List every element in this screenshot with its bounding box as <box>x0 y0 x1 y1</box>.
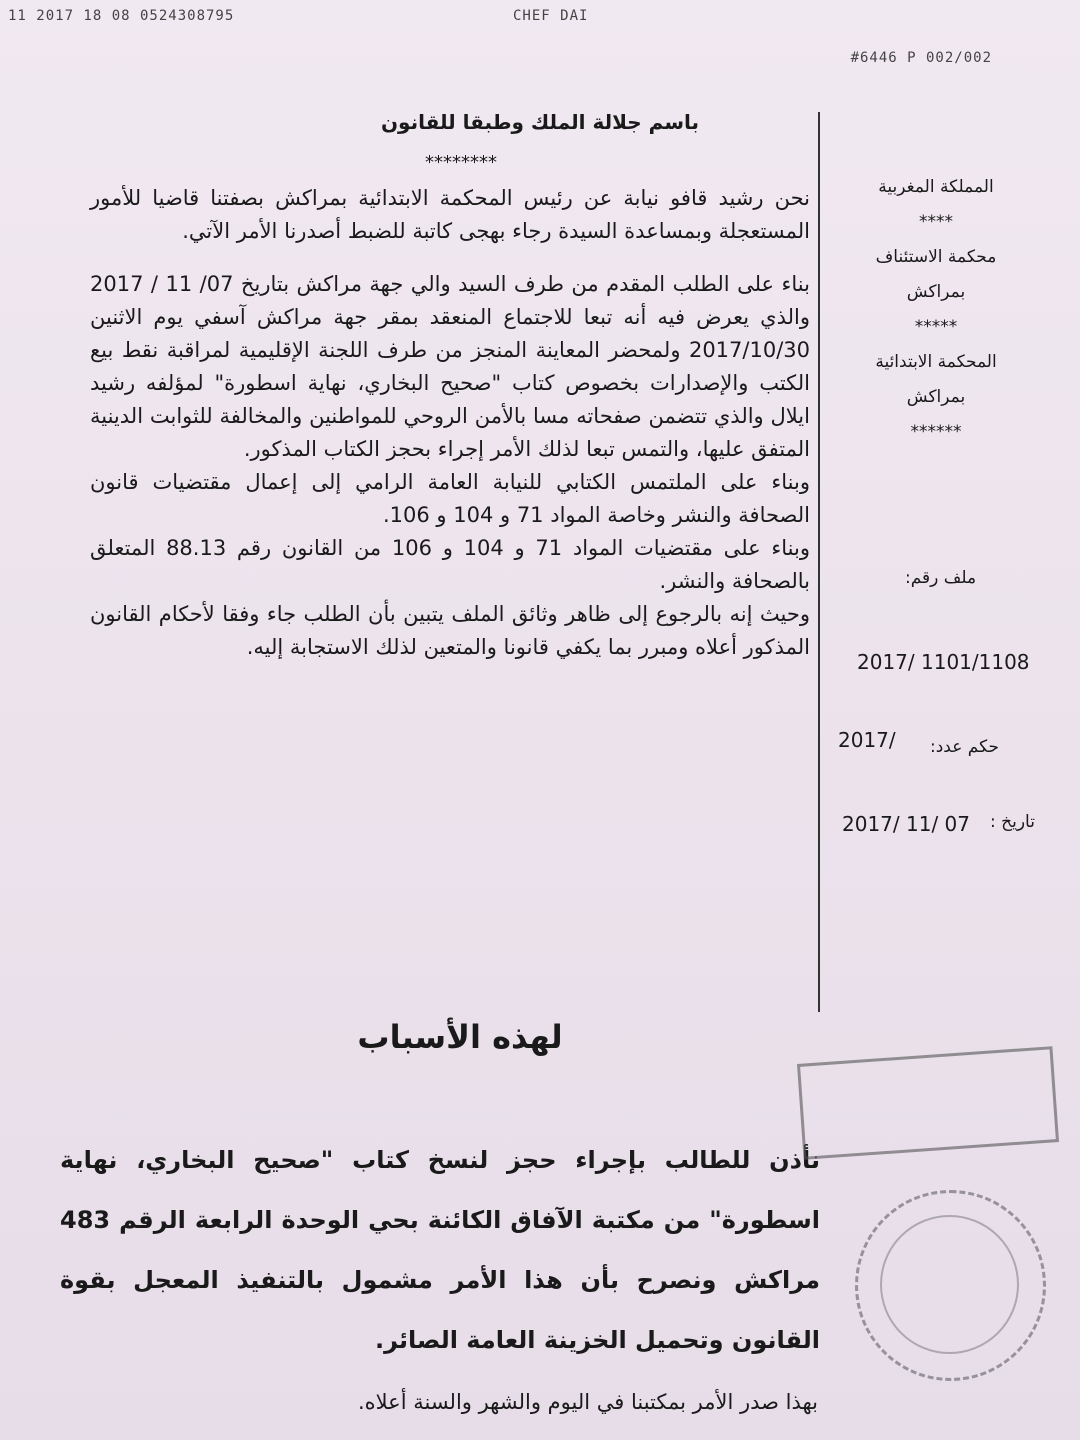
round-seal-inner <box>880 1215 1019 1354</box>
ruling-text: نأذن للطالب بإجراء حجز لنسخ كتاب "صحيح البخاري، نهاية اسطورة" من مكتبة الآفاق الكائنة بحي الوحدة الرابعة الرقم 483 مراكش ونصرح بأن هذا الأمر مشمول بالتنفيذ المعجل بقوة القانون وتحميل الخزينة العامة الصائر. <box>60 1146 820 1354</box>
date-label: تاريخ : <box>990 812 1035 832</box>
rectangular-stamp <box>797 1046 1059 1160</box>
document-body <box>90 182 810 664</box>
court-sidebar <box>836 170 1036 450</box>
fax-header-center: CHEF DAI <box>513 8 589 24</box>
file-number-value: 2017/ 1101/1108 <box>857 650 1030 674</box>
judgment-number-value: 2017/ <box>838 728 896 752</box>
kingdom-label: المملكة المغربية <box>878 177 994 197</box>
paragraph-intro: نحن رشيد قافو نيابة عن رئيس المحكمة الابتدائية بمراكش بصفتنا قاضيا للأمور المستعجلة وبمساعدة السيدة رجاء بهجى كاتبة للضبط أصدرنا الأمر الآتي. <box>90 186 810 243</box>
judgment-number-label: حكم عدد: <box>930 737 999 757</box>
sidebar-stars-3: ****** <box>910 422 962 442</box>
city-label-1: بمراكش <box>906 282 966 302</box>
primary-court-label: المحكمة الابتدائية <box>875 352 997 372</box>
paragraph-law-articles: وبناء على مقتضيات المواد 71 و 104 و 106 من القانون رقم 88.13 المتعلق بالصحافة والنشر. <box>90 536 811 593</box>
paragraph-prosecution: وبناء على الملتمس الكتابي للنيابة العامة الرامي إلى إعمال مقتضيات قانون الصحافة والنشر وخاصة المواد 71 و 104 و 106. <box>90 470 810 527</box>
reasons-heading: لهذه الأسباب <box>357 1018 563 1056</box>
paragraph-request: بناء على الطلب المقدم من طرف السيد والي جهة مراكش بتاريخ 07/ 11 / 2017 والذي يعرض فيه أنه تبعا للاجتماع المنعقد بمقر جهة مراكش آسفي يوم الاثنين 2017/10/30 ولمحضر المعاينة المنجز من طرف اللجنة الإقليمية لمراقبة نقط بيع الكتب والإصدارات بخصوص كتاب "صحيح البخاري، نهاية اسطورة" لمؤلفه رشيد ايلال والذي تتضمن صفحاته مسا بالأمن الروحي للمواطنين والمخالفة للثوابت الدينية المتفق عليها، والتمس تبعا لذلك الأمر إجراء بحجز الكتاب المذكور. <box>90 272 810 461</box>
sidebar-stars-1: **** <box>919 212 953 232</box>
appeal-court-label: محكمة الاستئناف <box>875 247 997 267</box>
paragraph-considering: وحيث إنه بالرجوع إلى ظاهر وثائق الملف يتبين بأن الطلب جاء وفقا لأحكام القانون المذكور أعلاه ومبرر بما يكفي قانونا والمتعين لذلك الاستجابة إليه. <box>90 602 810 659</box>
document-title: باسم جلالة الملك وطبقا للقانون <box>380 110 700 134</box>
fax-page-number: #6446 P 002/002 <box>850 50 992 66</box>
file-number-label: ملف رقم: <box>905 568 977 588</box>
fax-header-left: 11 2017 18 08 0524308795 <box>8 8 235 24</box>
column-divider <box>818 112 820 1012</box>
city-label-2: بمراكش <box>906 387 966 407</box>
date-value: 2017/ 11/ 07 <box>842 812 970 836</box>
closing-line: بهذا صدر الأمر بمكتبنا في اليوم والشهر والسنة أعلاه. <box>357 1390 818 1414</box>
sidebar-stars-2: ***** <box>914 317 958 337</box>
title-stars: ******** <box>425 152 497 173</box>
